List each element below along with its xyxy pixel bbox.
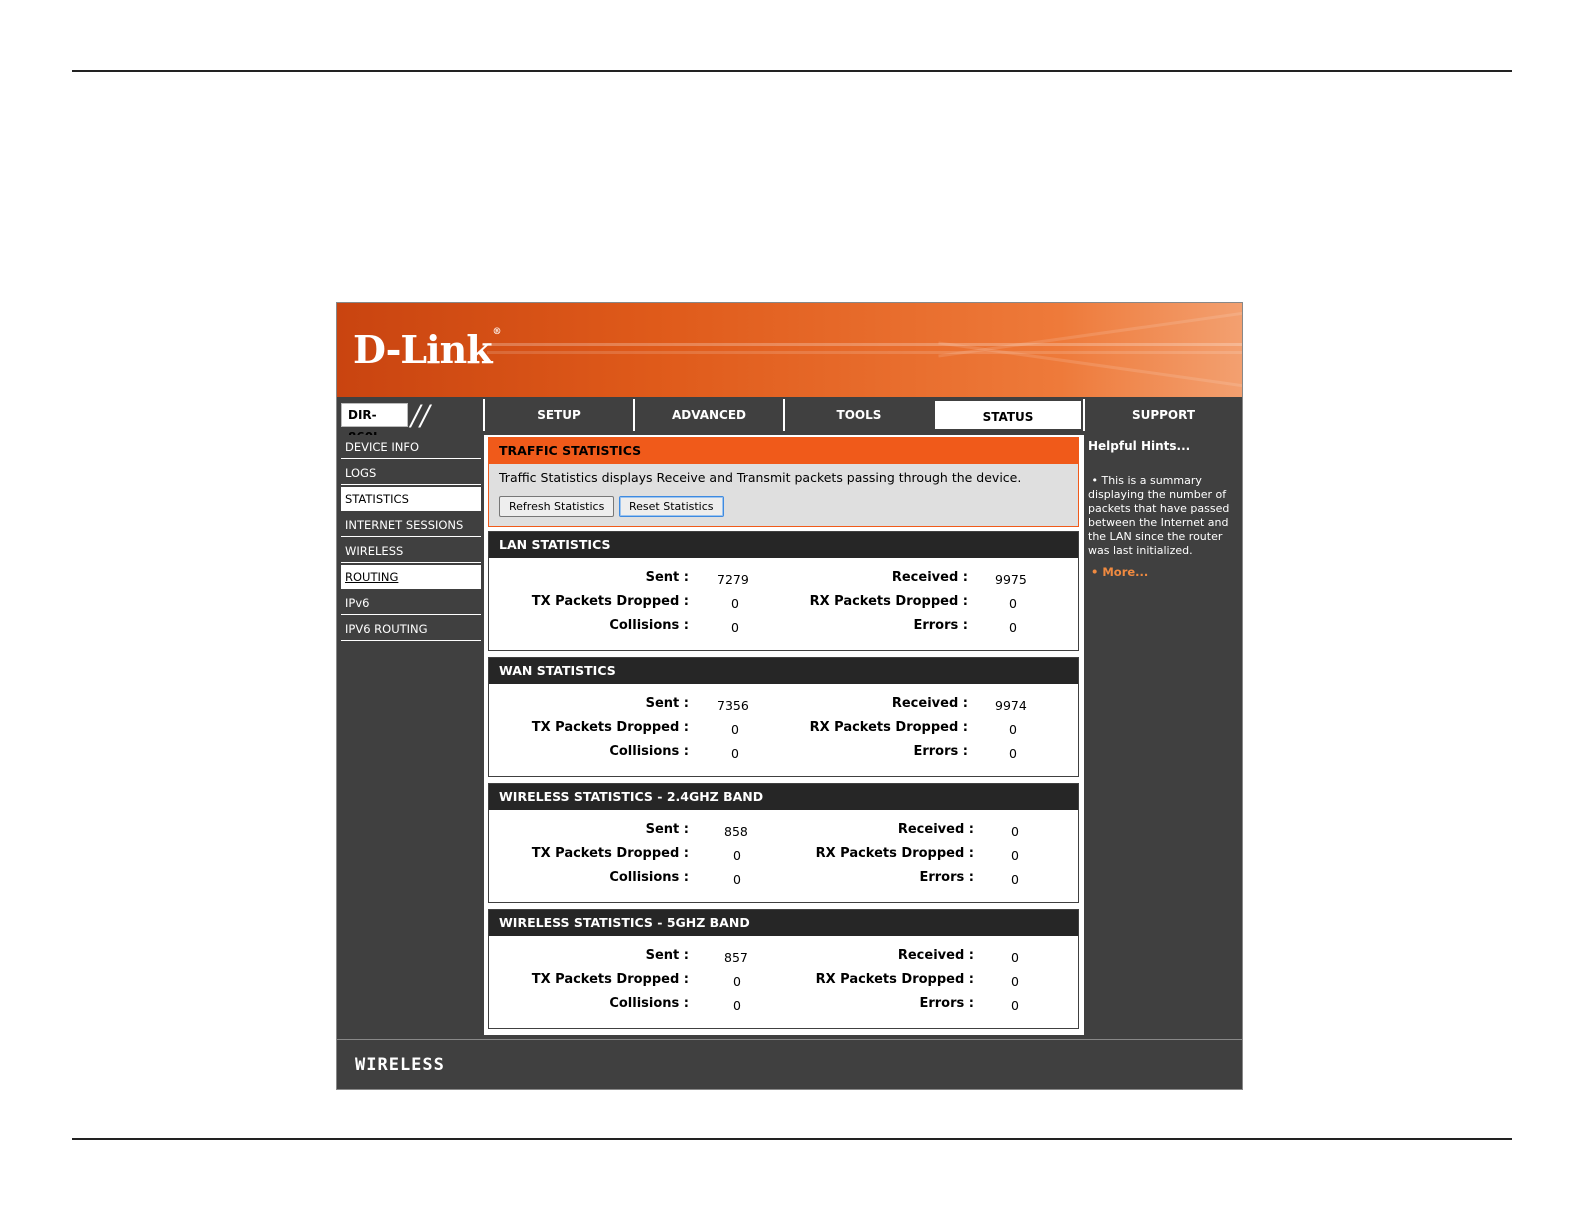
dlink-logo: D-Link® — [353, 327, 501, 372]
sidebar-item-device-info[interactable]: DEVICE INFO — [341, 435, 481, 459]
rx-dropped-label: RX Packets Dropped : — [815, 972, 974, 987]
section-title: LAN STATISTICS — [489, 532, 1078, 558]
errors-label: Errors : — [919, 996, 974, 1011]
main-content — [484, 435, 1084, 1035]
refresh-statistics-button[interactable]: Refresh Statistics — [499, 496, 614, 517]
traffic-statistics-panel — [488, 437, 1079, 527]
tx-dropped-value: 0 — [733, 974, 741, 989]
received-label: Received : — [897, 822, 974, 837]
received-label: Received : — [891, 696, 968, 711]
sidebar-item-wireless[interactable]: WIRELESS — [341, 539, 481, 563]
collisions-value: 0 — [731, 746, 739, 761]
top-nav — [337, 399, 1242, 433]
tab-setup[interactable]: SETUP — [483, 399, 633, 431]
traffic-title: TRAFFIC STATISTICS — [489, 438, 1078, 464]
received-value: 0 — [1011, 824, 1019, 839]
sent-value: 7279 — [717, 572, 749, 587]
traffic-description: Traffic Statistics displays Receive and Transmit packets passing through the device. — [499, 470, 1022, 485]
rx-dropped-label: RX Packets Dropped : — [809, 720, 968, 735]
errors-value: 0 — [1009, 746, 1017, 761]
tx-dropped-label: TX Packets Dropped : — [531, 594, 689, 609]
collisions-label: Collisions : — [609, 870, 689, 885]
tx-dropped-label: TX Packets Dropped : — [531, 720, 689, 735]
tab-support[interactable]: SUPPORT — [1083, 399, 1242, 431]
received-value: 9975 — [995, 572, 1027, 587]
section-title: WAN STATISTICS — [489, 658, 1078, 684]
rx-dropped-value: 0 — [1009, 596, 1017, 611]
sidebar-item-ipv6-routing[interactable]: IPV6 ROUTING — [341, 617, 481, 641]
wireless-5ghz-statistics-panel — [488, 909, 1079, 1029]
errors-label: Errors : — [913, 618, 968, 633]
sent-value: 858 — [724, 824, 748, 839]
hints-text — [1088, 474, 1238, 558]
lan-statistics-panel — [488, 531, 1079, 651]
sidebar-item-routing[interactable]: ROUTING — [341, 565, 481, 589]
top-rule — [72, 70, 1512, 72]
collisions-value: 0 — [731, 620, 739, 635]
sidebar-item-statistics[interactable]: STATISTICS — [341, 487, 481, 511]
tab-advanced[interactable]: ADVANCED — [633, 399, 783, 431]
sent-label: Sent : — [645, 570, 689, 585]
rx-dropped-value: 0 — [1011, 848, 1019, 863]
rx-dropped-label: RX Packets Dropped : — [815, 846, 974, 861]
collisions-label: Collisions : — [609, 618, 689, 633]
hints-body: This is a summary displaying the number of packets that have passed between the Internet and the LAN since the router was last initialized. — [1088, 474, 1230, 557]
collisions-value: 0 — [733, 872, 741, 887]
sidebar-item-internet-sessions[interactable]: INTERNET SESSIONS — [341, 513, 481, 537]
collisions-label: Collisions : — [609, 744, 689, 759]
model-badge — [339, 399, 483, 431]
errors-label: Errors : — [913, 744, 968, 759]
banner — [337, 303, 1242, 397]
received-value: 9974 — [995, 698, 1027, 713]
rx-dropped-label: RX Packets Dropped : — [809, 594, 968, 609]
wireless-footer-logo: WIRELESS — [355, 1055, 445, 1075]
bottom-rule — [72, 1138, 1512, 1140]
tx-dropped-value: 0 — [733, 848, 741, 863]
errors-value: 0 — [1011, 872, 1019, 887]
tx-dropped-label: TX Packets Dropped : — [531, 972, 689, 987]
tx-dropped-value: 0 — [731, 596, 739, 611]
helpful-hints — [1085, 435, 1240, 585]
sent-label: Sent : — [645, 948, 689, 963]
received-label: Received : — [891, 570, 968, 585]
more-link[interactable]: • More... — [1091, 565, 1149, 579]
collisions-value: 0 — [733, 998, 741, 1013]
tx-dropped-value: 0 — [731, 722, 739, 737]
errors-value: 0 — [1011, 998, 1019, 1013]
rx-dropped-value: 0 — [1011, 974, 1019, 989]
errors-label: Errors : — [919, 870, 974, 885]
sent-label: Sent : — [645, 696, 689, 711]
tx-dropped-label: TX Packets Dropped : — [531, 846, 689, 861]
router-admin-frame — [336, 302, 1243, 1090]
sidebar — [337, 435, 483, 1035]
hints-title: Helpful Hints... — [1088, 439, 1191, 453]
tab-status[interactable]: STATUS — [933, 399, 1083, 431]
sent-value: 857 — [724, 950, 748, 965]
sent-label: Sent : — [645, 822, 689, 837]
section-title: WIRELESS STATISTICS - 5GHZ BAND — [489, 910, 1078, 936]
wireless-24ghz-statistics-panel — [488, 783, 1079, 903]
rx-dropped-value: 0 — [1009, 722, 1017, 737]
reset-statistics-button[interactable]: Reset Statistics — [619, 496, 724, 517]
sidebar-item-ipv6[interactable]: IPv6 — [341, 591, 481, 615]
received-label: Received : — [897, 948, 974, 963]
sent-value: 7356 — [717, 698, 749, 713]
errors-value: 0 — [1009, 620, 1017, 635]
tab-tools[interactable]: TOOLS — [783, 399, 933, 431]
footer — [337, 1039, 1242, 1090]
bullet-icon: • — [1088, 474, 1102, 487]
slash-decoration-icon: // — [411, 399, 430, 432]
sidebar-item-logs[interactable]: LOGS — [341, 461, 481, 485]
received-value: 0 — [1011, 950, 1019, 965]
more-link-label[interactable]: More... — [1102, 565, 1149, 579]
section-title: WIRELESS STATISTICS - 2.4GHZ BAND — [489, 784, 1078, 810]
model-name: DIR- — [341, 403, 408, 427]
collisions-label: Collisions : — [609, 996, 689, 1011]
wan-statistics-panel — [488, 657, 1079, 777]
